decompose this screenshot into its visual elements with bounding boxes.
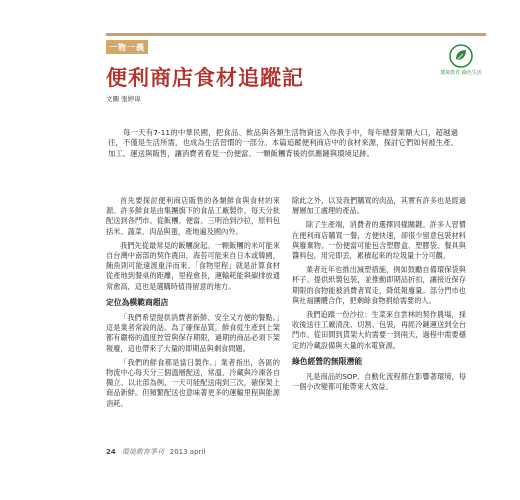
left-paragraph-4: 「我們的鮮食都是當日製作。」業者指出，各區的物流中心每天分三個溫層配送，常溫、冷藏與冷凍各自獨立。以北部為例，一天可能配送兩到三次，確保架上商品新鮮。但頻繁配送也意味著更多的運輸里程與能源消耗。 — [106, 357, 280, 408]
right-paragraph-2: 除了生產端，消費者的選擇同樣關鍵。許多人習慣在便利商店購買一餐，方便快速，卻很少留意包裝材料與廢棄物。一份便當可能包含塑膠盒、塑膠袋、餐具與醬料包，用完即丟，累積起來的垃圾量十分可觀。 — [292, 220, 466, 261]
article-byline: 文圖 張婷瑋 — [106, 95, 141, 103]
intro-paragraph: 每一天有7-11的中華民國，把食品、飲品與各類生活物資送入你我手中，每年總營業額大口，超越過往，不僅是生活所需，也成為生活習慣的一部分。本篇追蹤便利商店中的食材來源，探討它們如何被生產、加工、運送與販售，讓消費者看見一份便當、一顆飯糰背後的供應鏈與環境足跡。 — [108, 128, 458, 158]
right-paragraph-3: 業者近年也推出減塑措施，例如鼓勵自備環保袋與杯子、提供紙製包裝，並推動即期品折扣，讓接近保存期限的食物能被消費者買走，降低報廢量。部分門市也與社福團體合作，把剩餘食物捐給需要的人。 — [292, 265, 466, 305]
right-column — [292, 196, 466, 396]
right-paragraph-4: 我們追蹤一份沙拉：生菜來自雲林的契作農場，採收後送往工廠清洗、切割、包裝，再經冷鏈運送到全台門市。從田間到貨架大約需要一到兩天，過程中需要穩定的冷藏設備與大量的水電資源。 — [292, 310, 466, 350]
page-number: 24 — [106, 448, 116, 456]
issue-label: 2013 april — [169, 448, 206, 456]
page-footer — [106, 447, 205, 457]
section-tag: 一物一義 — [106, 40, 148, 54]
article-title: 便利商店食材追蹤記 — [106, 65, 304, 90]
left-paragraph-2: 我們先從最常見的飯糰說起。一顆飯糰的米可能來自台灣中南部的契作農田，海苔可能來自日本或韓國，鮪魚則可能遠渡重洋而來。「食物里程」就是計算食材從產地到餐桌的距離，里程愈長，運輸耗能與碳排放通常愈高，這也是選購時值得留意的地方。 — [106, 240, 280, 291]
header-rule — [106, 33, 486, 36]
right-paragraph-1: 除此之外，以及我們購買的肉品，其實有許多也是經過層層加工處理的產品。 — [292, 196, 466, 216]
left-paragraph-1: 首先要探討便利商店販售的各類鮮食與食材的來源。許多鮮食是由集團旗下的食品工廠製作，每天分批配送到各門市。從飯糰、便當、三明治到沙拉，原料包括米、蔬菜、肉品與蛋，產地遍及國內外。 — [106, 196, 280, 236]
article-intro — [108, 128, 458, 159]
subheading-model-store: 定位為模範商超店 — [106, 297, 169, 307]
logo-caption: 環境教育 綠色生活 — [440, 70, 482, 76]
left-column — [106, 196, 280, 413]
right-paragraph-5: 凡是商品的SOP、自動化流程都在影響著環境，每一個小改變都可能帶來大效益。 — [292, 372, 466, 392]
subheading-green-business: 綠色經營的無限潛能 — [292, 356, 363, 366]
left-paragraph-3: 「我們希望提供消費者新鮮、安全又方便的餐點。」這是業者常說的話。為了確保品質，鮮食從生產到上架都有嚴格的溫度控管與保存期限，過期的商品必須下架報廢，這也帶來了大量的即期品與剩食問題。 — [106, 313, 280, 353]
green-leaf-logo-icon — [449, 44, 473, 68]
magazine-name: 環境教育季刊 — [121, 448, 164, 456]
